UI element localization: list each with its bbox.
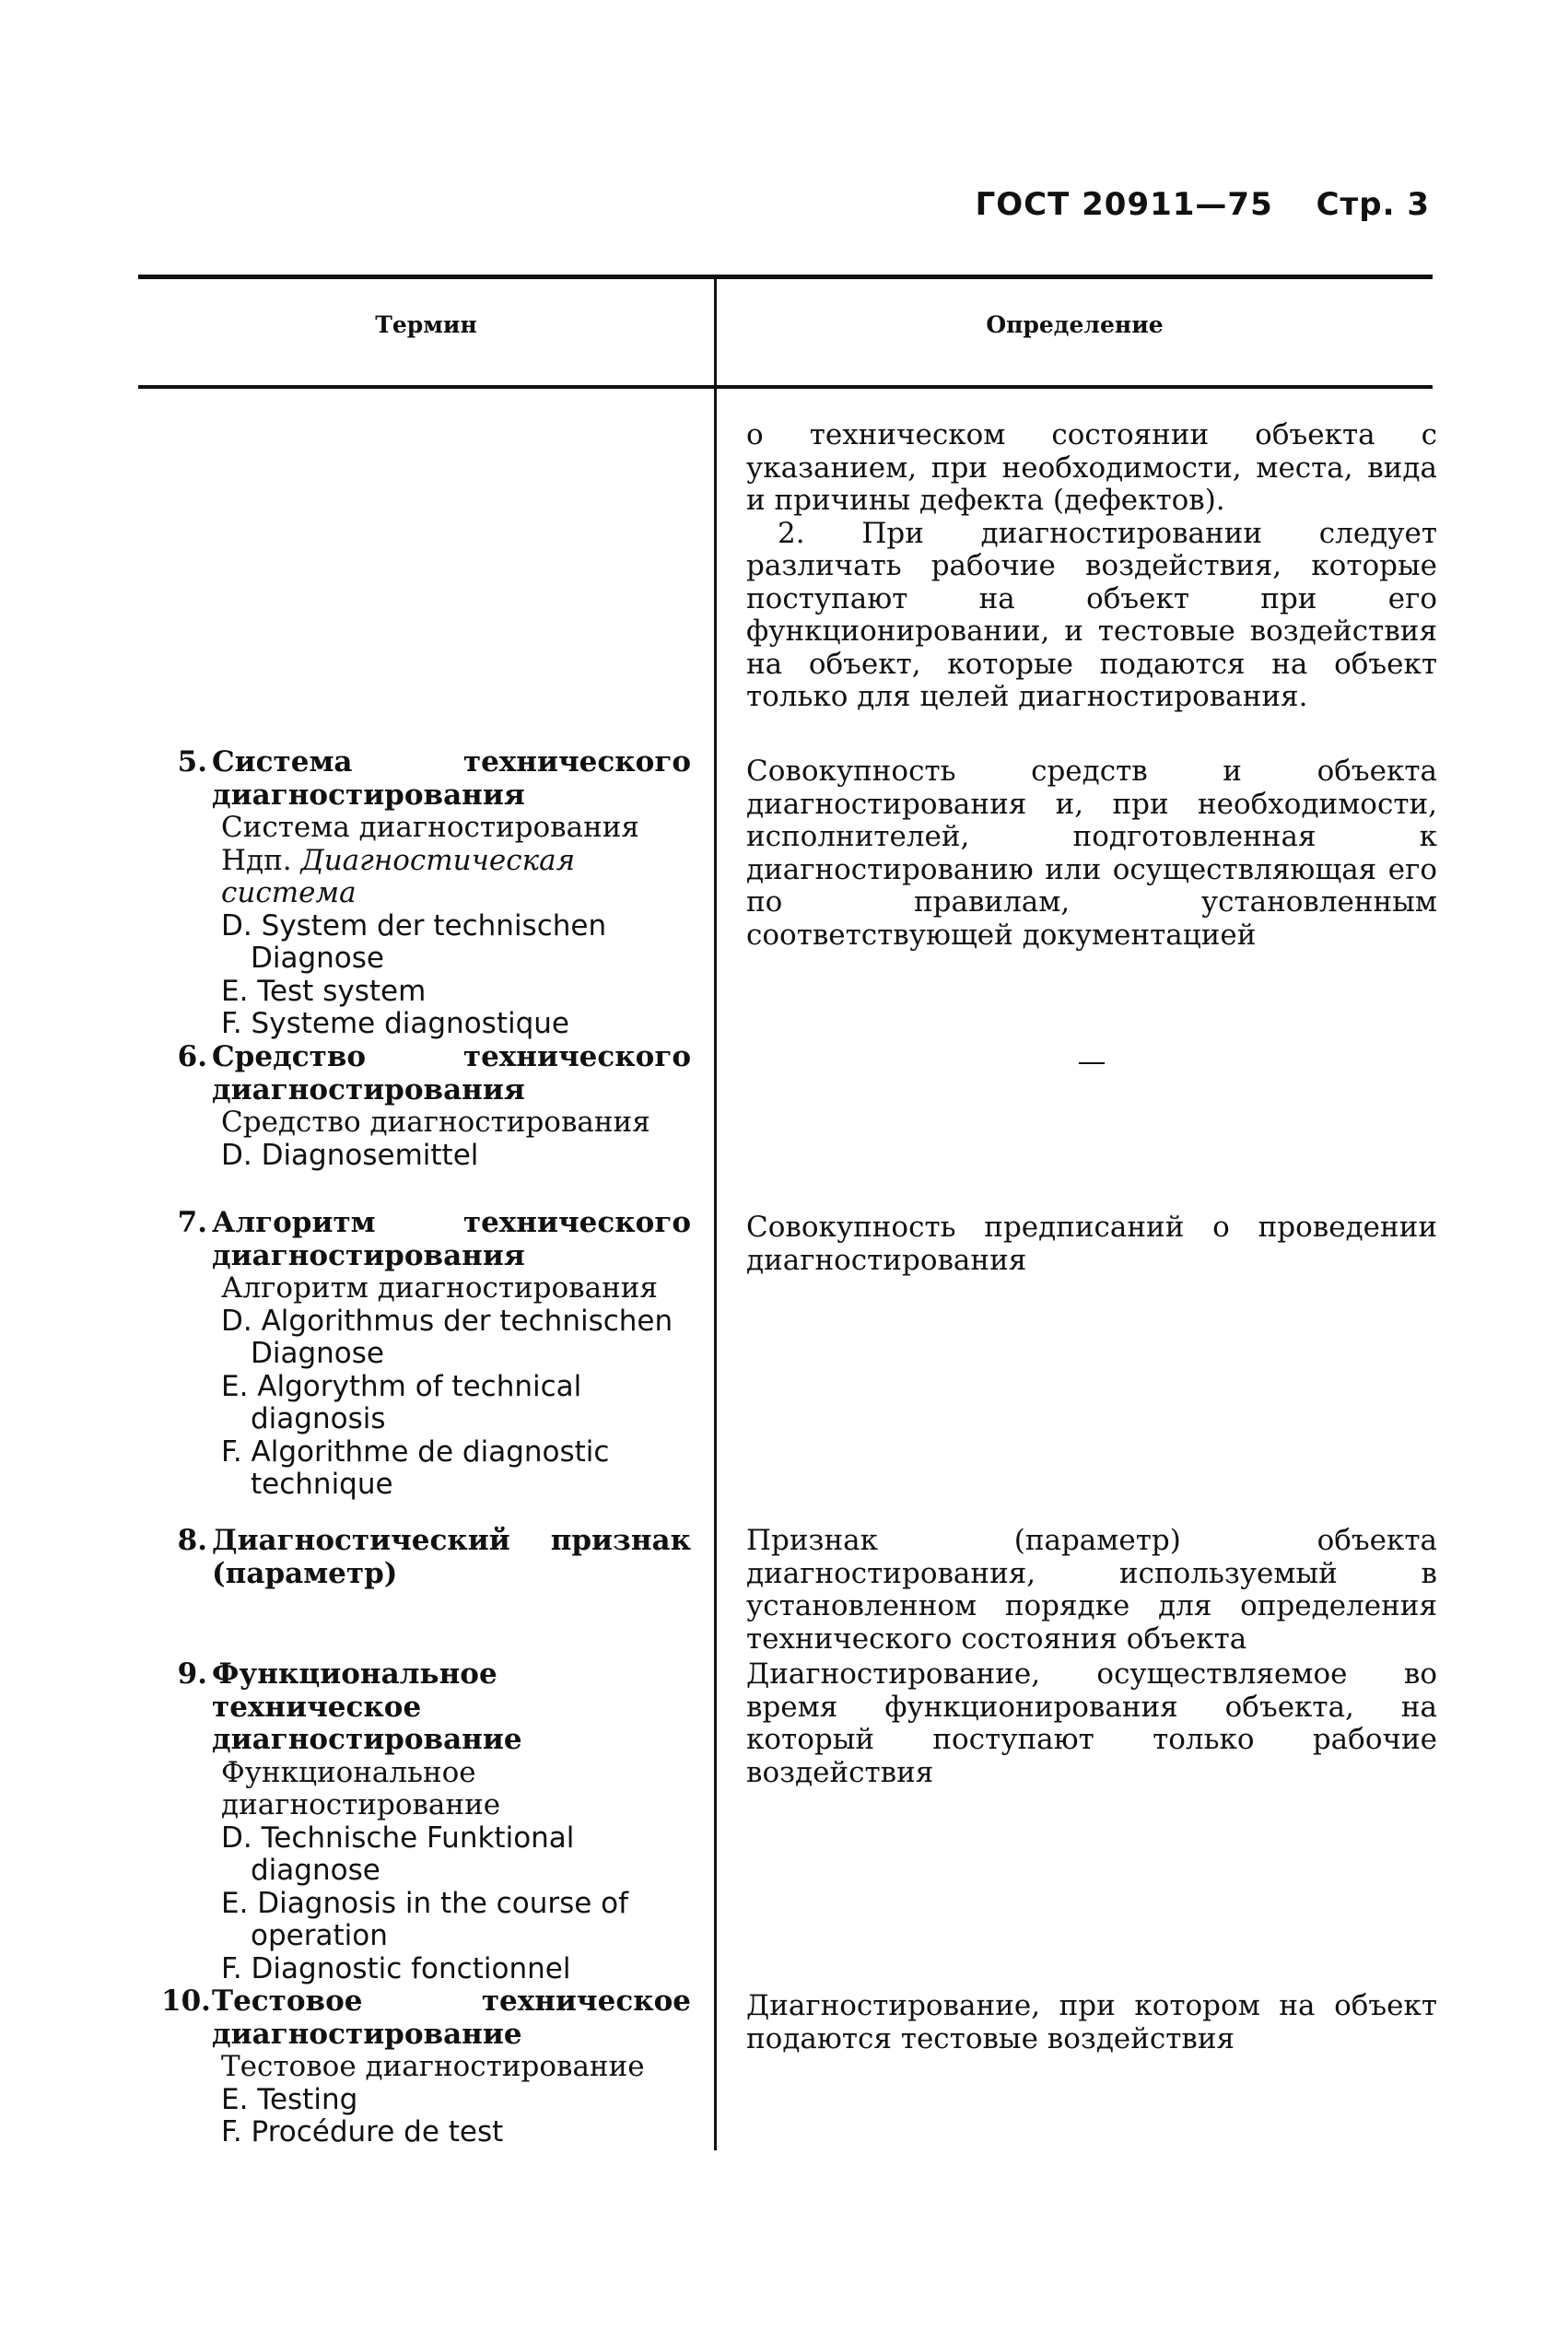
table-top-rule <box>138 275 1433 279</box>
definition-continuation <box>746 419 1437 714</box>
term-entry-10 <box>161 1985 691 2149</box>
definition-9: Диагностирование, осуществляемое во время функционирования объекта, на который поступают только рабочие воздействия <box>746 1657 1437 1789</box>
term-synonym: Функциональное диагностирование <box>221 1755 501 1821</box>
term-lang-de: D. Algorithmus der technischen Diagnose <box>221 1304 673 1370</box>
term-entry-6 <box>161 1041 691 1172</box>
term-title: Тестовое техническое диагностирование <box>212 1985 691 2051</box>
note-text: 2. При диагностировании следует различать рабочие воздействия, которые поступают на объект при его функционировании, и тестовые воздействия на объект, которые подаются на объект только для целей диагностирования. <box>746 516 1437 713</box>
term-lang-de: D. System der technischen Diagnose <box>221 908 607 975</box>
page-header <box>976 186 1430 223</box>
continuation-text: о техническом состоянии объекта с указанием, при необходимости, места, вида и причины дефекта (дефектов). <box>746 418 1437 517</box>
definition-8: Признак (параметр) объекта диагностирования, используемый в установленном порядке для определения технического состояния объекта <box>746 1524 1437 1656</box>
ndp-label: Ндп. <box>221 843 292 877</box>
term-lang-fr: F. Systeme diagnostique <box>221 1007 569 1040</box>
term-lang-fr: F. Algorithme de diagnostic technique <box>221 1434 610 1501</box>
term-synonym: Система диагностирования <box>221 811 639 844</box>
page-number: Стр. 3 <box>1316 186 1430 223</box>
column-header-definition: Определение <box>986 311 1164 338</box>
term-number: 5. <box>177 745 207 779</box>
term-lang-en: E. Algorythm of technical diagnosis <box>221 1369 582 1435</box>
term-entry-7 <box>161 1207 691 1502</box>
term-synonym: Тестовое диагностирование <box>221 2050 645 2083</box>
term-lang-en: E. Diagnosis in the course of operation <box>221 1886 629 1952</box>
term-entry-5 <box>161 746 691 1041</box>
definition-6: — <box>1077 1045 1106 1078</box>
term-entry-9 <box>161 1658 691 1985</box>
term-lang-en: E. Test system <box>221 974 427 1008</box>
definition-5: Совокупность средств и объекта диагностирования и, при необходимости, исполнителей, подготовленная к диагностированию или осуществляющая его по правилам, установленным соответствующей документацией <box>746 755 1437 952</box>
term-lang-en: E. Testing <box>221 2082 358 2116</box>
term-lang-de: D. Diagnosemittel <box>221 1138 479 1172</box>
term-title: Средство технического диагностирования <box>212 1040 691 1106</box>
definition-10: Диагностирование, при котором на объект подаются тестовые воздействия <box>746 1989 1437 2055</box>
term-number: 6. <box>177 1040 207 1073</box>
term-title: Система технического диагностирования <box>212 745 691 812</box>
term-number: 10. <box>161 1985 211 2018</box>
term-title: Функциональное техническое диагностирование <box>212 1657 522 1756</box>
term-not-allowed <box>212 845 691 910</box>
term-synonym: Средство диагностирования <box>221 1106 650 1139</box>
term-synonym: Алгоритм диагностирования <box>221 1271 658 1305</box>
term-title: Диагностический признак (параметр) <box>212 1524 691 1590</box>
term-lang-fr: F. Procédure de test <box>221 2115 504 2149</box>
column-divider-body <box>714 389 717 2150</box>
term-number: 9. <box>177 1657 207 1691</box>
definition-7: Совокупность предписаний о проведении диагностирования <box>746 1211 1437 1277</box>
term-lang-de: D. Technische Funktional diagnose <box>221 1821 575 1887</box>
term-lang-fr: F. Diagnostic fonctionnel <box>221 1951 571 1985</box>
standard-number: ГОСТ 20911—75 <box>975 186 1273 223</box>
table-header-rule <box>138 385 1433 389</box>
term-number: 7. <box>177 1206 207 1239</box>
term-entry-8 <box>161 1525 691 1590</box>
column-header-term: Термин <box>375 311 477 338</box>
term-title: Алгоритм технического диагностирования <box>212 1206 691 1272</box>
term-number: 8. <box>177 1524 207 1557</box>
ndp-term: Диагностическая система <box>221 843 576 909</box>
